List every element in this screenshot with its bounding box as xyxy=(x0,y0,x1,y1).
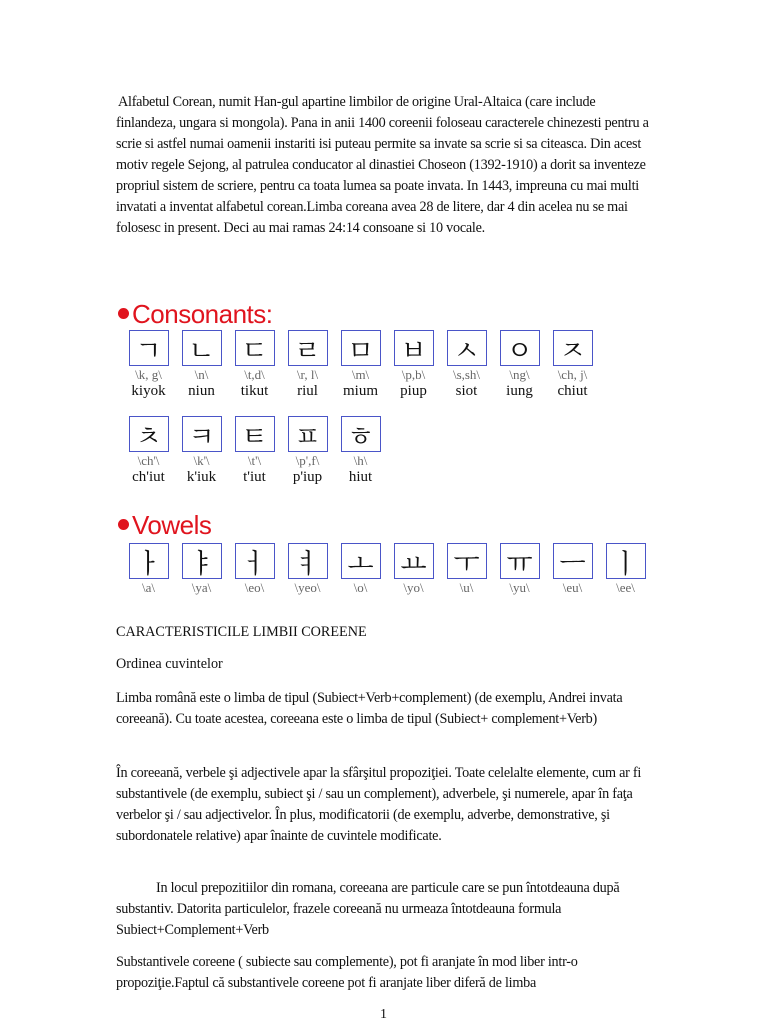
hangul-character: ㅂ xyxy=(394,330,434,366)
romanization: \a\ xyxy=(142,580,155,595)
hangul-character: ㄷ xyxy=(235,330,275,366)
letter-cell xyxy=(228,416,281,486)
hangul-character: ㅌ xyxy=(235,416,275,452)
romanization: \yeo\ xyxy=(294,580,321,595)
letter-name: niun xyxy=(188,383,215,399)
letter-name: chiut xyxy=(557,383,588,399)
letter-cell xyxy=(175,543,228,596)
letter-name: t'iut xyxy=(243,469,266,485)
letter-name: p'iup xyxy=(292,469,323,485)
romanization: \ng\ xyxy=(509,367,530,382)
letter-cell xyxy=(122,416,175,486)
letter-cell xyxy=(122,330,175,400)
letter-cell xyxy=(228,330,281,400)
vowels-title-text: Vowels xyxy=(132,510,212,540)
letter-cell xyxy=(228,543,281,596)
hangul-character: ㅈ xyxy=(553,330,593,366)
romanization: \u\ xyxy=(459,580,474,595)
letter-cell xyxy=(281,543,334,596)
letter-cell xyxy=(175,330,228,400)
romanization: \ch, j\ xyxy=(557,367,588,382)
romanization: \eo\ xyxy=(244,580,265,595)
letter-name: siot xyxy=(455,383,478,399)
letter-name: tikut xyxy=(240,383,269,399)
hangul-character: ㄹ xyxy=(288,330,328,366)
bullet-icon xyxy=(118,308,129,319)
hangul-character: ㅗ xyxy=(341,543,381,579)
letter-cell xyxy=(122,543,175,596)
hangul-character: ㄱ xyxy=(129,330,169,366)
romanization: \p',f\ xyxy=(295,453,320,468)
letter-name: hiut xyxy=(348,469,373,485)
romanization: \ya\ xyxy=(191,580,212,595)
letter-name: iung xyxy=(506,383,533,399)
letter-cell xyxy=(493,330,546,400)
consonants-row-2 xyxy=(122,416,387,486)
hangul-character: ㅅ xyxy=(447,330,487,366)
letter-cell xyxy=(440,543,493,596)
vowels-title xyxy=(118,510,211,541)
hangul-character: ㅠ xyxy=(500,543,540,579)
hangul-character: ㅑ xyxy=(182,543,222,579)
romanization: \t'\ xyxy=(247,453,262,468)
vowels-row xyxy=(122,543,652,596)
hangul-character: ㅡ xyxy=(553,543,593,579)
letter-cell xyxy=(175,416,228,486)
letter-cell xyxy=(334,543,387,596)
hangul-character: ㅣ xyxy=(606,543,646,579)
letter-name: mium xyxy=(342,383,378,399)
romanization: \ee\ xyxy=(616,580,635,595)
romanization: \t,d\ xyxy=(244,367,265,382)
romanization: \r, l\ xyxy=(296,367,319,382)
letter-cell xyxy=(493,543,546,596)
romanization: \h\ xyxy=(353,453,368,468)
romanization: \ch'\ xyxy=(137,453,160,468)
letter-cell xyxy=(599,543,652,596)
hangul-character: ㅏ xyxy=(129,543,169,579)
letter-cell xyxy=(281,416,334,486)
hangul-character: ㅜ xyxy=(447,543,487,579)
consonants-row-1 xyxy=(122,330,599,400)
letter-name: riul xyxy=(297,383,318,399)
letter-name: kiyok xyxy=(131,383,166,399)
hangul-character: ㅇ xyxy=(500,330,540,366)
paragraph-verbs: În coreeană, verbele şi adjectivele apar la sfârşitul propoziţiei. Toate celelalte elemente, cum ar fi substantivele (de exemplu, subiect şi / sau un complement), adverbele, şi numerele, apar în faţa verbelor şi / sau adjectivelor. În plus, modificatorii (de exemplu, adverbe, demonstrative, şi subordonatele relative) apar înainte de cuvintele modificate. xyxy=(116,765,642,844)
paragraph-word-order: Limba română este o limba de tipul (Subiect+Verb+complement) (de exemplu, Andrei invata coreeană). Cu toate acestea, coreeana este o limba de tipul (Subiect+ complement+Verb) xyxy=(116,690,623,727)
letter-cell xyxy=(546,330,599,400)
subheading: Ordinea cuvintelor xyxy=(116,656,223,672)
hangul-character: ㅕ xyxy=(288,543,328,579)
hangul-character: ㅓ xyxy=(235,543,275,579)
romanization: \eu\ xyxy=(562,580,583,595)
hangul-character: ㅎ xyxy=(341,416,381,452)
letter-name: ch'iut xyxy=(132,469,165,485)
hangul-character: ㅋ xyxy=(182,416,222,452)
hangul-character: ㅛ xyxy=(394,543,434,579)
romanization: \n\ xyxy=(194,367,209,382)
romanization: \s,sh\ xyxy=(452,367,481,382)
hangul-character: ㄴ xyxy=(182,330,222,366)
romanization: \o\ xyxy=(353,580,368,595)
paragraph-particles: In locul prepozitiilor din romana, coreeana are particule care se pun întotdeauna după substantiv. Datorita particulelor, frazele coreeană nu urmeaza întotdeauna formula Subiect+Complement+Verb xyxy=(116,880,620,938)
romanization: \p,b\ xyxy=(401,367,426,382)
page-number: 1 xyxy=(380,1007,387,1022)
paragraph-nouns: Substantivele coreene ( subiecte sau complemente), pot fi aranjate în mod liber intr-o propoziţie.Faptul că substantivele coreene pot fi aranjate liber diferă de limba xyxy=(116,954,578,991)
consonants-title-text: Consonants: xyxy=(132,299,273,329)
letter-cell xyxy=(440,330,493,400)
hangul-character: ㅁ xyxy=(341,330,381,366)
hangul-character: ㅍ xyxy=(288,416,328,452)
hangul-character: ㅊ xyxy=(129,416,169,452)
bullet-icon xyxy=(118,519,129,530)
letter-cell xyxy=(387,330,440,400)
letter-cell xyxy=(387,543,440,596)
letter-cell xyxy=(334,330,387,400)
romanization: \yo\ xyxy=(403,580,424,595)
romanization: \yu\ xyxy=(509,580,530,595)
letter-cell xyxy=(281,330,334,400)
romanization: \k'\ xyxy=(193,453,210,468)
letter-name: piup xyxy=(400,383,427,399)
letter-cell xyxy=(334,416,387,486)
consonants-title xyxy=(118,299,272,330)
section-heading: CARACTERISTICILE LIMBII COREENE xyxy=(116,624,367,640)
romanization: \k, g\ xyxy=(135,367,162,382)
intro-paragraph: Alfabetul Corean, numit Han-gul apartine limbilor de origine Ural-Altaica (care include finlandeza, ungara si mongola). Pana in anii 1400 coreenii foloseau caracterele chinezesti pentru a scrie si astfel numai oamenii instariti isi puteau permite sa invate sa scrie si sa citeasca. Din acest motiv regele Sejong, al patrulea conducator al dinastiei Choseon (1392-1910) a dorit sa inventeze propriul sistem de scriere, pentru ca toata lumea sa poate invata. In 1443, impreuna cu mai multi invatati a inventat alfabetul corean.Limba coreana avea 28 de litere, dar 4 din acelea nu se mai folosesc in present. Deci au mai ramas 24:14 consoane si 10 vocale. xyxy=(116,94,649,236)
letter-cell xyxy=(546,543,599,596)
letter-name: k'iuk xyxy=(186,469,217,485)
romanization: \m\ xyxy=(351,367,370,382)
